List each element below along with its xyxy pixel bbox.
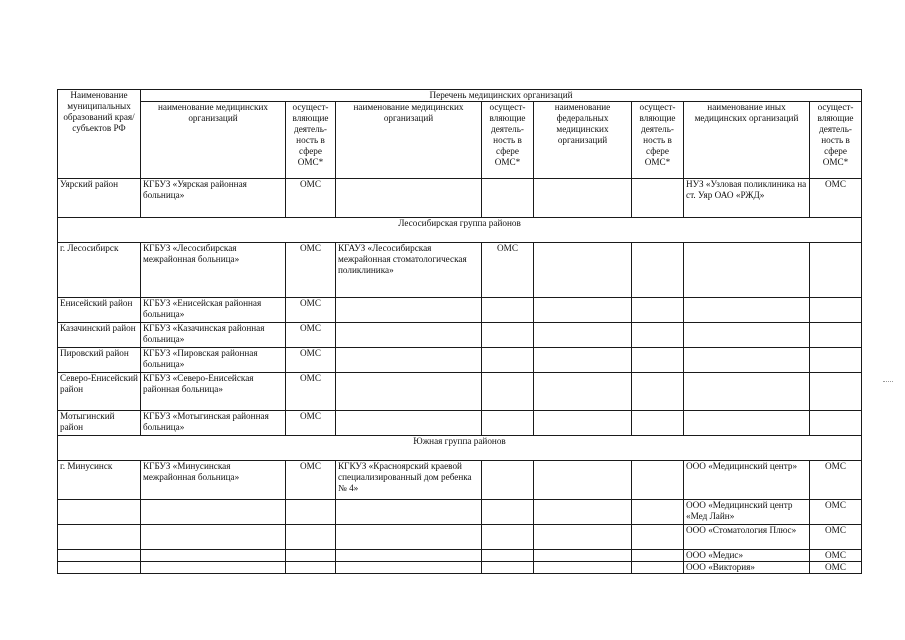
table-row [58, 243, 862, 298]
header-other-org: наименование иных медицинских организаций [684, 102, 810, 179]
oms-mark: ОМС [810, 562, 862, 574]
medical-organizations-table [57, 89, 862, 574]
oms-mark: ОМС [810, 500, 862, 525]
org2-name: КГАУЗ «Лесосибирская межрайонная стоматологическая поликлиника» [336, 243, 482, 298]
group-title-lesosibirsk: Лесосибирская группа районов [58, 218, 862, 243]
org-name: КГБУЗ «Енисейская районная больница» [141, 298, 286, 323]
oms-mark: ОМС [286, 348, 336, 373]
municipality-name: Казачинский район [58, 323, 141, 348]
group-row [58, 218, 862, 243]
municipality-name: г. Лесосибирск [58, 243, 141, 298]
table-row [58, 461, 862, 500]
oms-mark: ОМС [286, 461, 336, 500]
other-org-name: ООО «Медицинский центр» [684, 461, 810, 500]
group-title-south: Южная группа районов [58, 436, 862, 461]
oms-mark: ОМС [286, 179, 336, 218]
header-oms-2: осущест-вляющие деятель-ность в сфере ОМС* [482, 102, 534, 179]
table-row [58, 179, 862, 218]
org-name: КГБУЗ «Минусинская межрайонная больница» [141, 461, 286, 500]
oms-mark: ОМС [482, 243, 534, 298]
table-row [58, 298, 862, 323]
oms-mark: ОМС [286, 243, 336, 298]
other-org-name: ООО «Стоматология Плюс» [684, 525, 810, 550]
table-row [58, 525, 862, 550]
header-oms-3: осущест-вляющие деятель-ность в сфере ОМС* [632, 102, 684, 179]
header-oms-1: осущест-вляющие деятель-ность в сфере ОМС* [286, 102, 336, 179]
org2-name: КГКУЗ «Красноярский краевой специализированный дом ребенка № 4» [336, 461, 482, 500]
table-row [58, 500, 862, 525]
org-name: КГБУЗ «Мотыгинская районная больница» [141, 411, 286, 436]
municipality-name: Уярский район [58, 179, 141, 218]
oms-mark: ОМС [286, 323, 336, 348]
municipality-name: Енисейский район [58, 298, 141, 323]
header-subrow [58, 102, 862, 179]
org-name: КГБУЗ «Казачинская районная больница» [141, 323, 286, 348]
municipality-name: Северо-Енисейский район [58, 373, 141, 411]
oms-mark: ОМС [286, 411, 336, 436]
header-org-2: наименование медицинских организаций [336, 102, 482, 179]
other-org-name: НУЗ «Узловая поликлиника на ст. Уяр ОАО «РЖД» [684, 179, 810, 218]
other-org-name: ООО «Виктория» [684, 562, 810, 574]
oms-mark: ОМС [286, 373, 336, 411]
header-row [58, 90, 862, 102]
scan-speck [883, 381, 893, 384]
header-org-1: наименование медицинских организаций [141, 102, 286, 179]
table-row [58, 348, 862, 373]
table-row [58, 411, 862, 436]
group-row [58, 436, 862, 461]
org-name: КГБУЗ «Северо-Енисейская районная больница» [141, 373, 286, 411]
oms-mark: ОМС [810, 525, 862, 550]
oms-mark: ОМС [810, 461, 862, 500]
oms-mark: ОМС [810, 550, 862, 562]
org-name: КГБУЗ «Лесосибирская межрайонная больница» [141, 243, 286, 298]
table-row [58, 323, 862, 348]
header-federal-org: наименование федеральных медицинских организаций [534, 102, 632, 179]
other-org-name: ООО «Медис» [684, 550, 810, 562]
table-row [58, 550, 862, 562]
oms-mark: ОМС [286, 298, 336, 323]
table-row [58, 373, 862, 411]
org-name: КГБУЗ «Уярская районная больница» [141, 179, 286, 218]
municipality-name: Мотыгинский район [58, 411, 141, 436]
municipality-name: г. Минусинск [58, 461, 141, 500]
table-row [58, 562, 862, 574]
org-name: КГБУЗ «Пировская районная больница» [141, 348, 286, 373]
header-group: Перечень медицинских организаций [141, 90, 862, 102]
oms-mark: ОМС [810, 179, 862, 218]
municipality-name: Пировский район [58, 348, 141, 373]
header-oms-4: осущест-вляющие деятель-ность в сфере ОМС* [810, 102, 862, 179]
header-municipality: Наименование муниципальных образований края/субъектов РФ [58, 90, 141, 179]
other-org-name: ООО «Медицинский центр «Мед Лайн» [684, 500, 810, 525]
